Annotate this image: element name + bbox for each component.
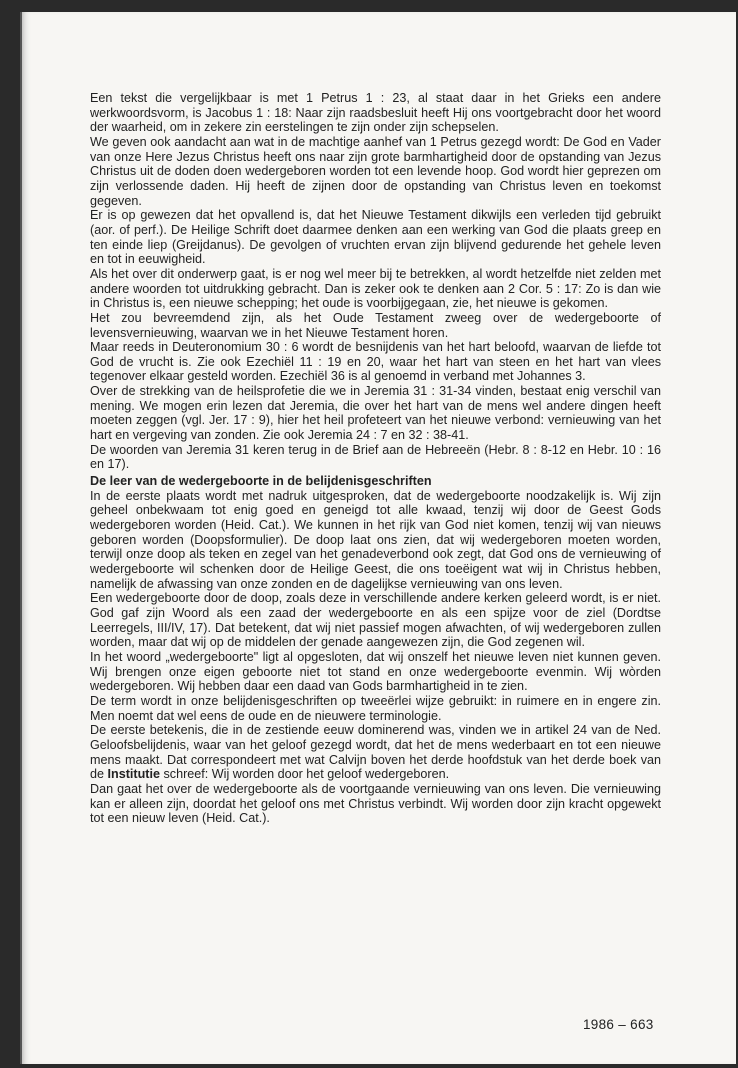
paragraph: In de eerste plaats wordt met nadruk uitgesproken, dat de wedergeboorte noodzakelijk is. Wij zijn geheel onbekwaam tot enig goed en geneigd tot alle kwaad, tenzij wij door de Geest Gods wedergeboren worden (Heid. Cat.). We kunnen in het rijk van God niet komen, tenzij wij van nieuws geboren worden (Doopsformulier). De doop laat ons zien, dat wij wedergeboren moeten worden, terwijl onze doop als teken en zegel van het genadeverbond ook zegt, dat God ons de vernieuwing of wedergeboorte wil schenken door de Heilige Geest, die ons toeëigent wat wij in Christus hebben, namelijk de afwassing van onze zonden en de dagelijkse vernieuwing van ons leven. [90,488,661,591]
section-heading: De leer van de wedergeboorte in de belijdenisgeschriften [90,474,432,489]
page-sheet [20,12,736,1064]
paragraph: Over de strekking van de heilsprofetie die we in Jeremia 31 : 31-34 vinden, bestaat enig verschil van mening. We mogen erin lezen dat Jeremia, die over het hart van de mens wel andere dingen heeft moeten zeggen (vgl. Jer. 17 : 9), hier het heil profeteert van het nieuwe verbond: vernieuwing van het hart en vergeving van zonden. Zie ook Jeremia 24 : 7 en 32 : 38-41. [90,384,661,443]
paragraph [90,723,661,782]
paragraph: Maar reeds in Deuteronomium 30 : 6 wordt de besnijdenis van het hart beloofd, waarvan de liefde tot God de vrucht is. Zie ook Ezechiël 11 : 19 en 20, waar het hart van steen en het hart van vlees tegenover elkaar gesteld worden. Ezechiël 36 is al genoemd in verband met Johannes 3. [90,340,661,384]
paragraph: Een wedergeboorte door de doop, zoals deze in verschillende andere kerken geleerd wordt, is er niet. God gaf zijn Woord als een zaad der wedergeboorte en als een spijze voor de ziel (Dordtse Leerregels, III/IV, 17). Dat betekent, dat wij niet passief mogen afwachten, of wij wedergeboren zullen worden, maar dat wij op de middelen der genade aangewezen zijn, die God zegenen wil. [90,591,661,650]
paragraph: Dan gaat het over de wedergeboorte als de voortgaande vernieuwing van ons leven. Die vernieuwing kan er alleen zijn, doordat het geloof ons met Christus verbindt. Wij worden door zijn kracht opgewekt tot een nieuw leven (Heid. Cat.). [90,781,661,826]
paragraph: Een tekst die vergelijkbaar is met 1 Petrus 1 : 23, al staat daar in het Grieks een andere werkwoordsvorm, is Jacobus 1 : 18: Naar zijn raadsbesluit heeft Hij ons voortgebracht door het woord der waarheid, om in zekere zin eerstelingen te zijn onder zijn schepselen. [90,91,661,135]
paragraph: We geven ook aandacht aan wat in de machtige aanhef van 1 Petrus gezegd wordt: De God en Vader van onze Here Jezus Christus heeft ons naar zijn grote barmhartigheid door de opstanding van Jezus Christus uit de doden doen wedergeboren worden tot een levende hoop. God wordt hier geprezen om zijn verlossende daden. Hij heeft de zijnen door de opstanding van Christus leven en toekomst gegeven. [90,134,661,208]
paragraph: Als het over dit onderwerp gaat, is er nog wel meer bij te betrekken, al wordt hetzelfde niet zelden met andere woorden tot uitdrukking gebracht. Dan is zeker ook te denken aan 2 Cor. 5 : 17: Zo is dan wie in Christus is, een nieuwe schepping; het oude is voorbijgegaan, zie, het nieuwe is gekomen. [90,266,661,311]
paragraph: De woorden van Jeremia 31 keren terug in de Brief aan de Hebreeën (Hebr. 8 : 8-12 en Hebr. 10 : 16 en 17). [90,442,661,472]
paragraph: Er is op gewezen dat het opvallend is, dat het Nieuwe Testament dikwijls een verleden tijd gebruikt (aor. of perf.). De Heilige Schrift doet daarmee denken aan een werking van God die plaats greep en ten einde liep (Greijdanus). De gevolgen of vruchten ervan zijn blijvend gedurende het gehele leven en tot in eeuwigheid. [90,208,661,267]
paragraph-text: schreef: Wij worden door het geloof wedergeboren. [160,767,450,782]
paragraph: In het woord „wedergeboorte" ligt al opgesloten, dat wij onszelf het nieuwe leven niet kunnen geven. Wij brengen onze eigen geboorte niet tot stand en onze wedergeboorte evenmin. Wij wòrden wedergeboren. Wij hebben daar een daad van Gods barmhartigheid in te zien. [90,649,661,694]
book-title: Institutie [107,767,160,782]
paragraph: Het zou bevreemdend zijn, als het Oude Testament zweeg over de wedergeboorte of levensvernieuwing, waarvan we in het Nieuwe Testament horen. [90,310,661,340]
paragraph-text: De eerste betekenis, die in de zestiende eeuw dominerend was, vinden we in artikel 24 van de Ned. Geloofsbelijdenis, waar van het geloof gezegd wordt, dat het de mens wederbaart en tot een nieuwe mens maakt. Dat correspondeert met wat Calvijn boven het derde hoofdstuk van het derde boek van de [90,723,661,782]
paragraph: De term wordt in onze belijdenisgeschriften op tweeërlei wijze gebruikt: in ruimere en in engere zin. Men noemt dat wel eens de oude en de nieuwere terminologie. [90,693,661,723]
article-body [90,91,661,826]
page-number: 1986 – 663 [583,1017,654,1032]
